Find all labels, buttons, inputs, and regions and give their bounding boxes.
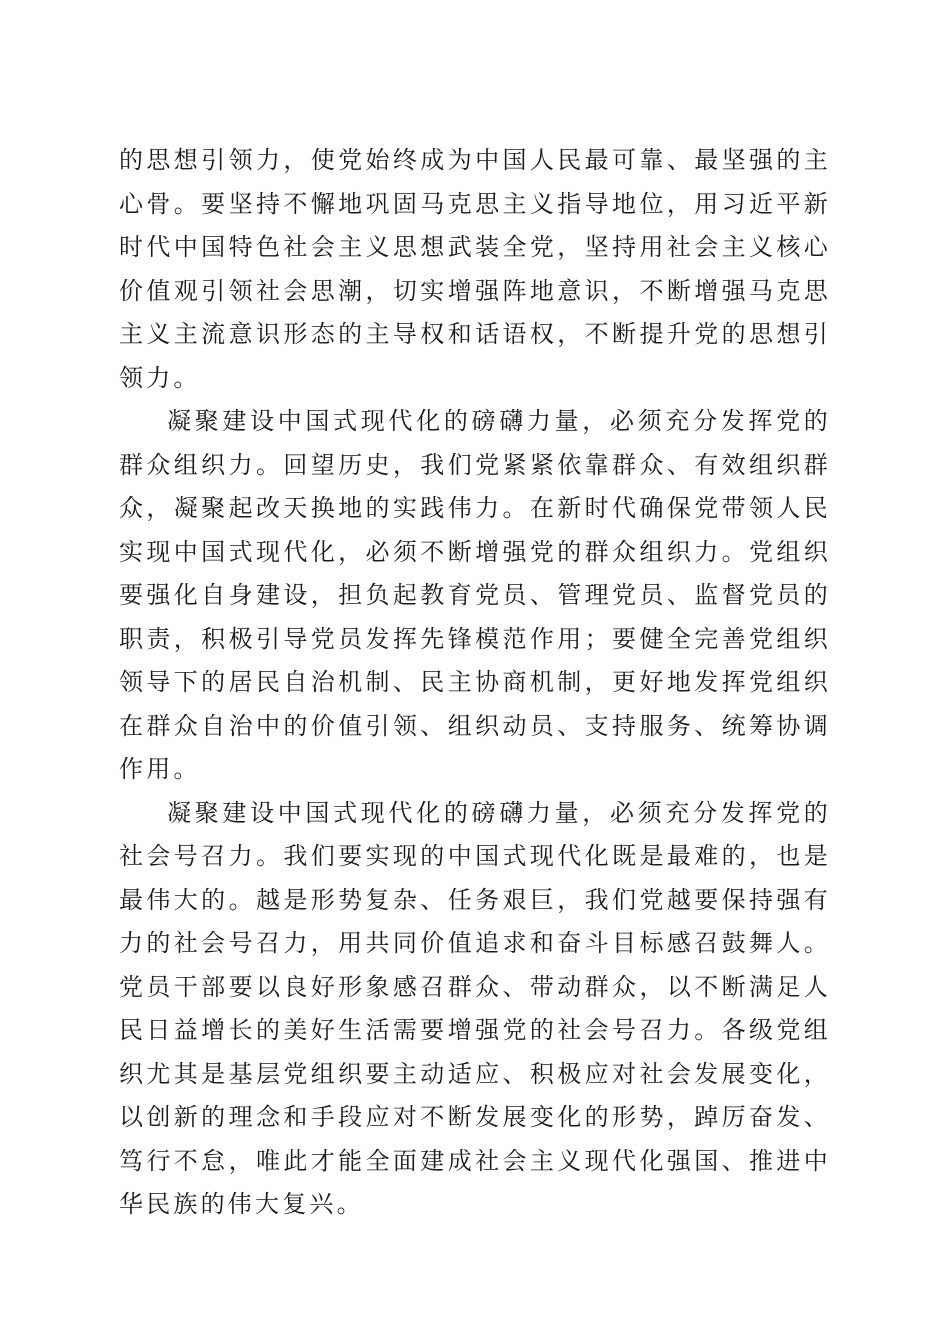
- paragraph-1: 的思想引领力，使党始终成为中国人民最可靠、最坚强的主心骨。要坚持不懈地巩固马克思主义指导地位，用习近平新时代中国特色社会主义思想武装全党，坚持用社会主义核心价值观引领社会思潮，切实增强阵地意识，不断增强马克思主义主流意识形态的主导权和话语权，不断提升党的思想引领力。: [119, 146, 831, 392]
- paragraph-2: 凝聚建设中国式现代化的磅礴力量，必须充分发挥党的群众组织力。回望历史，我们党紧紧依靠群众、有效组织群众，凝聚起改天换地的实践伟力。在新时代确保党带领人民实现中国式现代化，必须不断增强党的群众组织力。党组织要强化自身建设，担负起教育党员、管理党员、监督党员的职责，积极引导党员发挥先锋模范作用；要健全完善党组织领导下的居民自治机制、民主协商机制，更好地发挥党组织在群众自治中的价值引领、组织动员、支持服务、统筹协调作用。: [119, 407, 831, 783]
- paragraph-3: 凝聚建设中国式现代化的磅礴力量，必须充分发挥党的社会号召力。我们要实现的中国式现代化既是最难的，也是最伟大的。越是形势复杂、任务艰巨，我们党越要保持强有力的社会号召力，用共同价值追求和奋斗目标感召鼓舞人。党员干部要以良好形象感召群众、带动群众，以不断满足人民日益增长的美好生活需要增强党的社会号召力。各级党组织尤其是基层党组织要主动适应、积极应对社会发展变化，以创新的理念和手段应对不断发展变化的形势，踔厉奋发、笃行不怠，唯此才能全面建成社会主义现代化强国、推进中华民族的伟大复兴。: [119, 798, 831, 1218]
- document-body: [119, 139, 831, 1227]
